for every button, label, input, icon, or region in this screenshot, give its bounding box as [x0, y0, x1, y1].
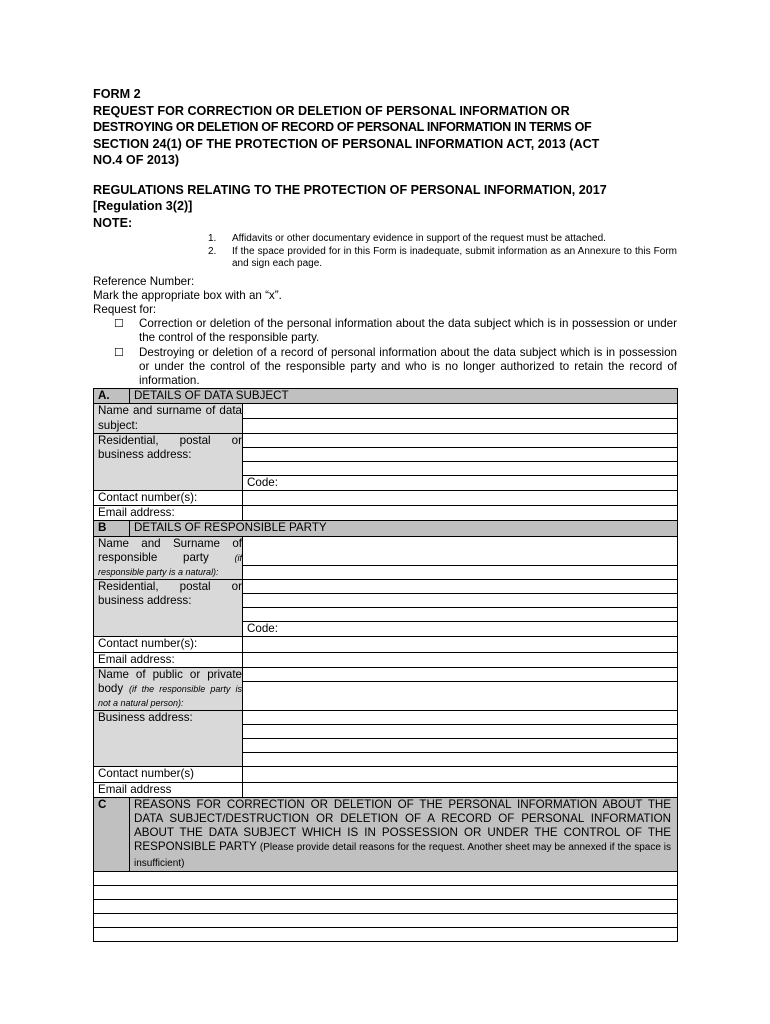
reasons-field[interactable]	[94, 913, 678, 927]
mark-instruction: Mark the appropriate box with an “x”.	[93, 288, 282, 302]
subject-name-label: Name and surname of data subject:	[94, 404, 243, 433]
checkbox-destroying[interactable]: ☐	[114, 346, 124, 359]
party-address-label: Residential, postal or business address:	[94, 580, 243, 637]
section-c-heading	[130, 797, 678, 871]
reasons-field[interactable]	[94, 871, 678, 885]
section-heading: DETAILS OF RESPONSIBLE PARTY	[130, 521, 678, 536]
party-email-field[interactable]	[243, 652, 678, 667]
note-heading: NOTE:	[93, 215, 133, 230]
title-line: REQUEST FOR CORRECTION OR DELETION OF PERSONAL INFORMATION OR	[93, 103, 570, 118]
body-name-field[interactable]	[243, 667, 678, 681]
party-code-field[interactable]: Code:	[243, 622, 678, 637]
business-address-field[interactable]	[243, 711, 678, 725]
body-name-row	[94, 667, 678, 681]
business-address-field[interactable]	[243, 725, 678, 739]
subject-address-field[interactable]	[243, 447, 678, 461]
business-address-field[interactable]	[243, 739, 678, 753]
party-address-field[interactable]	[243, 608, 678, 622]
section-c-instruction: (Please provide detail reasons for the request. Another sheet may be annexed if the space is insufficient)	[134, 842, 671, 869]
party-address-row	[94, 580, 678, 594]
body-contact-field[interactable]	[243, 767, 678, 782]
business-address-row	[94, 711, 678, 725]
subject-address-label: Residential, postal or business address:	[94, 433, 243, 490]
note-item	[208, 246, 677, 271]
party-address-field[interactable]	[243, 580, 678, 594]
body-name-field-2[interactable]	[243, 681, 678, 710]
party-contact-field[interactable]	[243, 637, 678, 652]
business-address-label: Business address:	[94, 711, 243, 767]
subject-address-field[interactable]	[243, 461, 678, 475]
party-address-field[interactable]	[243, 594, 678, 608]
body-email-row	[94, 782, 678, 797]
request-option-destroying	[93, 346, 677, 389]
party-contact-label: Contact number(s):	[94, 637, 243, 652]
form-title	[93, 86, 677, 169]
title-line: SECTION 24(1) OF THE PROTECTION OF PERSONAL INFORMATION ACT, 2013 (ACT	[93, 136, 600, 151]
checkbox-correction[interactable]: ☐	[114, 318, 124, 331]
subject-code-field[interactable]: Code:	[243, 475, 678, 490]
party-name-label	[94, 536, 243, 580]
reasons-line	[94, 899, 678, 913]
title-line: DESTROYING OR DELETION OF RECORD OF PERSONAL INFORMATION IN TERMS OF	[93, 120, 592, 134]
section-letter: C	[94, 797, 130, 871]
subject-email-field[interactable]	[243, 506, 678, 521]
party-contact-row	[94, 637, 678, 652]
party-name-row	[94, 536, 678, 565]
body-name-note: (if the responsible party is not a natural person):	[98, 683, 242, 709]
option-text: Correction or deletion of the personal information about the data subject which is in possession or under the control of the responsible party.	[139, 317, 677, 345]
reasons-field[interactable]	[94, 899, 678, 913]
subject-name-field-2[interactable]	[243, 419, 678, 434]
note-text: If the space provided for in this Form is inadequate, submit information as an Annexure to this Form and sign each page.	[232, 245, 677, 269]
regulations-heading-block	[93, 182, 677, 232]
reasons-line	[94, 927, 678, 941]
regulation-reference: [Regulation 3(2)]	[93, 199, 193, 213]
reasons-line	[94, 913, 678, 927]
details-table	[93, 388, 678, 942]
section-b-header	[94, 521, 678, 536]
form-page	[93, 86, 677, 942]
party-name-field[interactable]	[243, 536, 678, 565]
note-item	[208, 233, 677, 246]
body-name-label	[94, 667, 243, 711]
party-name-note: (if responsible party is a natural):	[98, 552, 242, 577]
note-number: 1.	[208, 233, 217, 244]
request-option-correction	[93, 317, 677, 345]
party-name-field-2[interactable]	[243, 565, 678, 579]
intro-block	[93, 275, 677, 318]
body-contact-row	[94, 767, 678, 782]
section-letter: B	[94, 521, 130, 536]
party-email-label: Email address:	[94, 652, 243, 667]
notes-list	[93, 233, 677, 271]
subject-contact-label: Contact number(s):	[94, 490, 243, 505]
party-email-row	[94, 652, 678, 667]
subject-email-label: Email address:	[94, 506, 243, 521]
body-contact-label: Contact number(s)	[94, 767, 243, 782]
title-line: NO.4 OF 2013)	[93, 153, 180, 167]
reasons-field[interactable]	[94, 885, 678, 899]
party-name-text: Name and Surname of responsible party	[98, 536, 242, 564]
request-for-label: Request for:	[93, 302, 157, 316]
reasons-line	[94, 885, 678, 899]
note-number: 2.	[208, 245, 217, 257]
subject-address-field[interactable]	[243, 433, 678, 447]
reference-number-label: Reference Number:	[93, 274, 195, 288]
body-email-label: Email address	[94, 782, 243, 797]
section-c-header	[94, 797, 678, 871]
body-name-text: Name of public or private body	[98, 667, 242, 695]
body-email-field[interactable]	[243, 782, 678, 797]
reasons-field[interactable]	[94, 927, 678, 941]
subject-contact-field[interactable]	[243, 490, 678, 505]
subject-name-field[interactable]	[243, 404, 678, 419]
section-heading: REASONS FOR CORRECTION OR DELETION OF THE PERSONAL INFORMATION ABOUT THE DATA SUBJECT/DESTRUCTION OR DELETION OF A RECORD OF PERSONAL INFORMATION ABOUT THE DATA SUBJECT WHICH IS IN POSSESSION OR UNDER THE CONTROL OF THE RESPONSIBLE PARTY	[134, 797, 672, 854]
regulations-heading: REGULATIONS RELATING TO THE PROTECTION OF PERSONAL INFORMATION, 2017	[93, 182, 607, 197]
business-address-field[interactable]	[243, 753, 678, 767]
section-heading: DETAILS OF DATA SUBJECT	[130, 389, 678, 404]
subject-name-row	[94, 404, 678, 419]
form-number: FORM 2	[93, 87, 141, 101]
subject-contact-row	[94, 490, 678, 505]
subject-email-row	[94, 506, 678, 521]
subject-address-row	[94, 433, 678, 447]
reasons-line	[94, 871, 678, 885]
note-text: Affidavits or other documentary evidence in support of the request must be attached.	[232, 233, 606, 244]
option-text: Destroying or deletion of a record of personal information about the data subject which is in possession or under the control of the responsible party and who is no longer authorized to retain the record of information.	[139, 345, 677, 387]
section-a-header	[94, 389, 678, 404]
section-letter: A.	[94, 389, 130, 404]
